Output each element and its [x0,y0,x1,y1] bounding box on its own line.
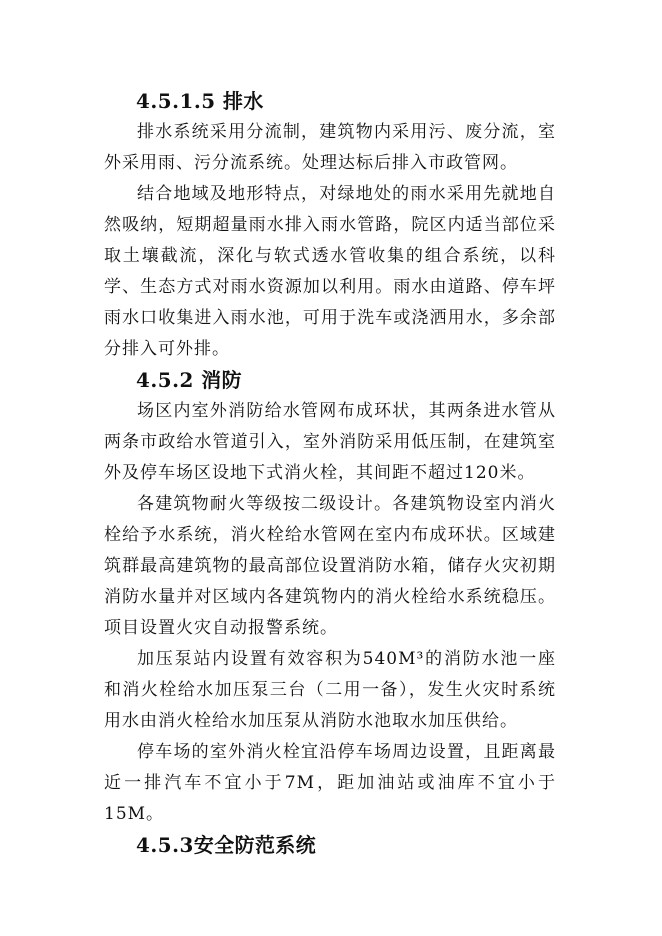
paragraph-drainage-system: 排水系统采用分流制，建筑物内采用污、废分流，室外采用雨、污分流系统。处理达标后排入市政管网。 [104,122,556,173]
paragraph-outdoor-fire-network: 场区内室外消防给水管网布成环状，其两条进水管从两条市政给水管道引入，室外消防采用低压制，在建筑室外及停车场区设地下式消火栓，其间距不超过120米。 [104,401,556,483]
paragraph-pump-station: 加压泵站内设置有效容积为540M³的消防水池一座和消火栓给水加压泵三台（二用一备），发生火灾时系统用水由消火栓给水加压泵从消防水池取水加压供给。 [104,649,556,731]
paragraph-parking-hydrants: 停车场的室外消火栓宜沿停车场周边设置，且距离最近一排汽车不宜小于7M，距加油站或油库不宜小于15M。 [104,742,556,824]
section-heading-fire-protection: 4.5.2 消防 [136,368,242,392]
paragraph-rainwater-use: 结合地域及地形特点，对绿地处的雨水采用先就地自然吸纳，短期超量雨水排入雨水管路，院区内适当部位采取土壤截流，深化与软式透水管收集的组合系统，以科学、生态方式对雨水资源加以利用。雨水由道路、停车坪雨水口收集进入雨水池，可用于洗车或浇洒用水，多余部分排入可外排。 [104,184,556,359]
paragraph-fire-resistance: 各建筑物耐火等级按二级设计。各建筑物设室内消火栓给予水系统，消火栓给水管网在室内布成环状。区域建筑群最高建筑物的最高部位设置消防水箱，储存火灾初期消防水量并对区域内各建筑物内的消火栓给水系统稳压。项目设置火灾自动报警系统。 [104,494,556,638]
section-heading-drainage: 4.5.1.5 排水 [136,89,264,113]
document-body [104,86,556,861]
section-heading-security: 4.5.3安全防范系统 [136,833,317,857]
